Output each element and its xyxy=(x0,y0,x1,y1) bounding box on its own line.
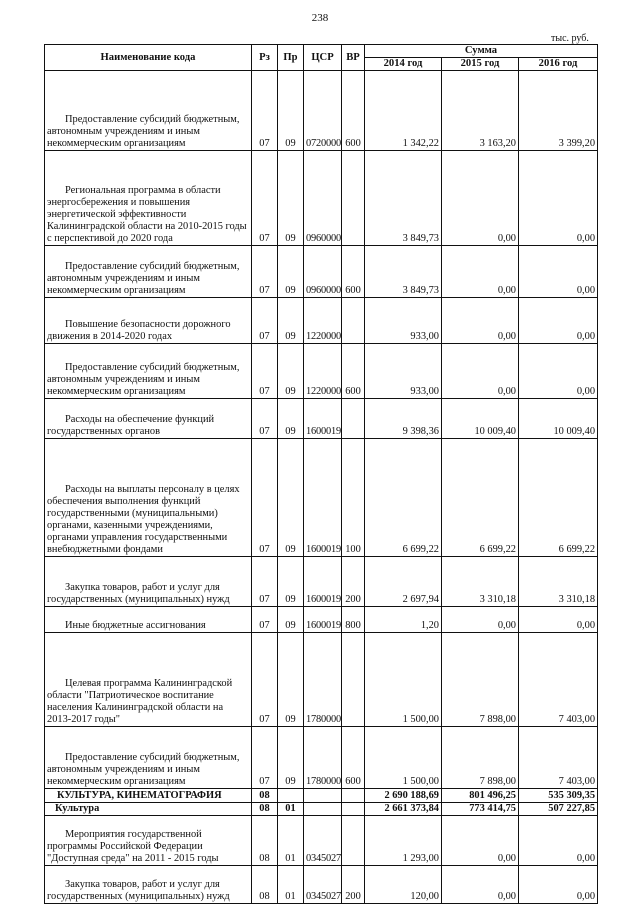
row-pr xyxy=(278,789,304,803)
row-name xyxy=(45,71,252,151)
row-name-text: Предоставление субсидий бюджетным, автономным учреждениям и иным некоммерческим организациям xyxy=(47,362,240,397)
row-rz: 07 xyxy=(252,344,278,399)
row-sum-2014: 1 342,22 xyxy=(365,71,442,151)
row-csr xyxy=(304,789,342,803)
row-sum-2014: 1 500,00 xyxy=(365,633,442,727)
row-sum-2016: 0,00 xyxy=(519,246,598,298)
row-csr: 0960000 xyxy=(304,151,342,246)
row-csr: 0720000 xyxy=(304,71,342,151)
row-sum-2016: 7 403,00 xyxy=(519,727,598,789)
row-sum-2016: 0,00 xyxy=(519,298,598,344)
row-name xyxy=(45,246,252,298)
row-csr xyxy=(304,803,342,816)
row-sum-2015: 0,00 xyxy=(442,816,519,866)
row-vr: 100 xyxy=(342,439,365,557)
row-name-text: Расходы на обеспечение функций государственных органов xyxy=(47,414,215,437)
header-sum: Сумма xyxy=(365,45,598,58)
row-vr xyxy=(342,633,365,727)
table-row xyxy=(45,727,598,789)
row-rz: 07 xyxy=(252,151,278,246)
row-sum-2016: 0,00 xyxy=(519,151,598,246)
table-row xyxy=(45,607,598,633)
row-sum-2014: 2 661 373,84 xyxy=(365,803,442,816)
row-sum-2015: 0,00 xyxy=(442,607,519,633)
row-sum-2014: 933,00 xyxy=(365,344,442,399)
row-pr: 09 xyxy=(278,298,304,344)
row-name-text: Предоставление субсидий бюджетным, автономным учреждениям и иным некоммерческим организациям xyxy=(47,114,240,149)
row-sum-2015: 3 163,20 xyxy=(442,71,519,151)
row-rz: 08 xyxy=(252,803,278,816)
row-vr: 200 xyxy=(342,557,365,607)
row-sum-2014: 9 398,36 xyxy=(365,399,442,439)
row-rz: 07 xyxy=(252,727,278,789)
row-rz: 07 xyxy=(252,557,278,607)
row-rz: 08 xyxy=(252,789,278,803)
row-sum-2015: 7 898,00 xyxy=(442,633,519,727)
row-name-text: Целевая программа Калининградской области "Патриотическое воспитание населения Калининградской области на 2013-2017 годы" xyxy=(47,678,233,725)
header-vr: ВР xyxy=(342,45,365,71)
row-sum-2015: 0,00 xyxy=(442,298,519,344)
row-rz: 07 xyxy=(252,246,278,298)
row-csr: 1220000 xyxy=(304,298,342,344)
row-pr: 09 xyxy=(278,727,304,789)
row-sum-2014: 3 849,73 xyxy=(365,246,442,298)
table-row xyxy=(45,298,598,344)
row-sum-2016: 10 009,40 xyxy=(519,399,598,439)
row-rz: 07 xyxy=(252,439,278,557)
row-name xyxy=(45,399,252,439)
row-vr: 200 xyxy=(342,866,365,904)
row-sum-2014: 1 500,00 xyxy=(365,727,442,789)
row-name xyxy=(45,633,252,727)
row-sum-2016: 3 310,18 xyxy=(519,557,598,607)
row-vr: 800 xyxy=(342,607,365,633)
row-vr: 600 xyxy=(342,727,365,789)
row-sum-2014: 6 699,22 xyxy=(365,439,442,557)
row-name-text: Мероприятия государственной программы Российской Федерации "Доступная среда" на 2011 - 2015 годы xyxy=(47,829,219,864)
row-pr: 09 xyxy=(278,151,304,246)
row-sum-2016: 6 699,22 xyxy=(519,439,598,557)
row-name xyxy=(45,789,252,803)
row-sum-2014: 3 849,73 xyxy=(365,151,442,246)
row-vr xyxy=(342,816,365,866)
row-csr: 0345027 xyxy=(304,816,342,866)
row-sum-2015: 6 699,22 xyxy=(442,439,519,557)
row-vr: 600 xyxy=(342,71,365,151)
row-name-text: Расходы на выплаты персоналу в целях обеспечения выполнения функций государственными (муниципальными) органами, казенными учреждениями, органами управления государственными внебюджетными фондами xyxy=(47,484,240,555)
row-csr: 0960000 xyxy=(304,246,342,298)
row-pr: 09 xyxy=(278,557,304,607)
row-sum-2014: 1,20 xyxy=(365,607,442,633)
table-row xyxy=(45,866,598,904)
table-row xyxy=(45,151,598,246)
row-pr: 01 xyxy=(278,866,304,904)
row-name-text: Повышение безопасности дорожного движения в 2014-2020 годах xyxy=(47,319,231,342)
row-sum-2014: 2 697,94 xyxy=(365,557,442,607)
row-sum-2015: 3 310,18 xyxy=(442,557,519,607)
row-name xyxy=(45,557,252,607)
row-vr xyxy=(342,399,365,439)
row-csr: 1220000 xyxy=(304,344,342,399)
header-rz: Рз xyxy=(252,45,278,71)
header-2014: 2014 год xyxy=(365,58,442,71)
row-sum-2014: 933,00 xyxy=(365,298,442,344)
row-name xyxy=(45,151,252,246)
row-csr: 1600019 xyxy=(304,439,342,557)
row-sum-2015: 0,00 xyxy=(442,344,519,399)
row-sum-2014: 2 690 188,69 xyxy=(365,789,442,803)
table-row xyxy=(45,439,598,557)
row-sum-2014: 120,00 xyxy=(365,866,442,904)
row-name-text: КУЛЬТУРА, КИНЕМАТОГРАФИЯ xyxy=(57,790,222,801)
row-vr xyxy=(342,789,365,803)
row-sum-2016: 0,00 xyxy=(519,816,598,866)
row-name xyxy=(45,607,252,633)
row-rz: 07 xyxy=(252,399,278,439)
row-name xyxy=(45,727,252,789)
row-pr: 09 xyxy=(278,399,304,439)
row-rz: 07 xyxy=(252,71,278,151)
row-rz: 07 xyxy=(252,633,278,727)
row-vr: 600 xyxy=(342,344,365,399)
row-sum-2016: 535 309,35 xyxy=(519,789,598,803)
row-name-text: Иные бюджетные ассигнования xyxy=(65,620,206,631)
table-row xyxy=(45,399,598,439)
header-csr: ЦСР xyxy=(304,45,342,71)
table-row xyxy=(45,344,598,399)
row-sum-2015: 0,00 xyxy=(442,246,519,298)
row-sum-2015: 0,00 xyxy=(442,151,519,246)
row-name-text: Закупка товаров, работ и услуг для государственных (муниципальных) нужд xyxy=(47,582,230,605)
row-name xyxy=(45,866,252,904)
header-2015: 2015 год xyxy=(442,58,519,71)
row-pr: 09 xyxy=(278,71,304,151)
budget-table xyxy=(44,44,598,904)
header-pr: Пр xyxy=(278,45,304,71)
row-vr: 600 xyxy=(342,246,365,298)
row-sum-2015: 10 009,40 xyxy=(442,399,519,439)
row-sum-2016: 0,00 xyxy=(519,866,598,904)
page-number: 238 xyxy=(311,12,329,24)
row-name-text: Закупка товаров, работ и услуг для государственных (муниципальных) нужд xyxy=(47,879,230,902)
table-row xyxy=(45,816,598,866)
row-vr xyxy=(342,803,365,816)
table-row xyxy=(45,789,598,803)
table-row xyxy=(45,71,598,151)
row-sum-2016: 0,00 xyxy=(519,607,598,633)
row-name xyxy=(45,298,252,344)
row-sum-2015: 0,00 xyxy=(442,866,519,904)
row-rz: 07 xyxy=(252,298,278,344)
table-row xyxy=(45,557,598,607)
row-sum-2015: 7 898,00 xyxy=(442,727,519,789)
row-name xyxy=(45,803,252,816)
row-sum-2015: 801 496,25 xyxy=(442,789,519,803)
row-pr: 09 xyxy=(278,344,304,399)
row-pr: 09 xyxy=(278,246,304,298)
row-name-text: Предоставление субсидий бюджетным, автономным учреждениям и иным некоммерческим организациям xyxy=(47,261,240,296)
row-sum-2015: 773 414,75 xyxy=(442,803,519,816)
row-csr: 1600019 xyxy=(304,399,342,439)
row-pr: 09 xyxy=(278,633,304,727)
row-csr: 1600019 xyxy=(304,607,342,633)
row-name-text: Культура xyxy=(55,803,100,814)
row-rz: 08 xyxy=(252,816,278,866)
row-sum-2016: 507 227,85 xyxy=(519,803,598,816)
table-row xyxy=(45,633,598,727)
row-rz: 08 xyxy=(252,866,278,904)
row-sum-2016: 3 399,20 xyxy=(519,71,598,151)
row-vr xyxy=(342,151,365,246)
row-csr: 0345027 xyxy=(304,866,342,904)
row-pr: 01 xyxy=(278,816,304,866)
table-body xyxy=(45,71,598,904)
row-pr: 09 xyxy=(278,439,304,557)
row-name xyxy=(45,439,252,557)
units-label: тыс. руб. xyxy=(551,33,589,44)
table-row xyxy=(45,246,598,298)
row-rz: 07 xyxy=(252,607,278,633)
table-row xyxy=(45,803,598,816)
row-name-text: Региональная программа в области энергосбережения и повышения энергетической эффективности Калининградской области на 2010-2015 годы с перспективой до 2020 года xyxy=(47,185,247,244)
header-name: Наименование кода xyxy=(45,45,252,71)
row-name xyxy=(45,344,252,399)
row-name xyxy=(45,816,252,866)
row-name-text: Предоставление субсидий бюджетным, автономным учреждениям и иным некоммерческим организациям xyxy=(47,752,240,787)
row-pr: 01 xyxy=(278,803,304,816)
row-csr: 1780000 xyxy=(304,633,342,727)
row-csr: 1600019 xyxy=(304,557,342,607)
row-sum-2014: 1 293,00 xyxy=(365,816,442,866)
row-sum-2016: 0,00 xyxy=(519,344,598,399)
row-csr: 1780000 xyxy=(304,727,342,789)
row-pr: 09 xyxy=(278,607,304,633)
row-vr xyxy=(342,298,365,344)
row-sum-2016: 7 403,00 xyxy=(519,633,598,727)
header-2016: 2016 год xyxy=(519,58,598,71)
